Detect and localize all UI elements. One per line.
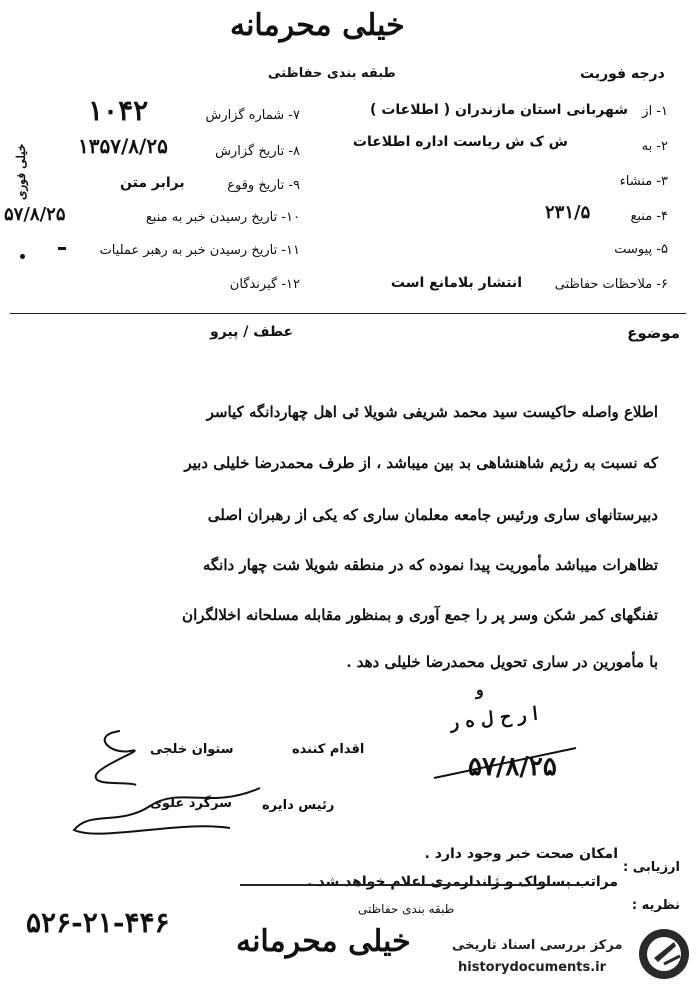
- subject-label: موضوع: [627, 324, 680, 342]
- classification-label: طبقه بندی حفاظتی: [268, 66, 396, 81]
- field-value: برابر متن: [120, 175, 185, 191]
- margin-note: خیلی فوری: [14, 143, 28, 200]
- field-label: ۲- به: [641, 139, 668, 154]
- bottom-classification-label: طبقه بندی حفاظتی: [358, 902, 455, 916]
- field-label: ۵- پیوست: [614, 242, 668, 257]
- field-value: انتشار بلامانع است: [390, 275, 522, 291]
- field-label: ۱۱- تاریخ رسیدن خبر به رهبر عملیات: [99, 243, 300, 258]
- archive-logo-icon: [636, 926, 692, 982]
- body-line: تفنگهای کمر شکن وسر پر را جمع آوری و بمنظور مقابله مسلحانه اخلالگران: [182, 606, 658, 624]
- priority-label: درجه فوریت: [580, 66, 665, 82]
- field-label: ۱- از: [642, 104, 668, 119]
- field-value: شهربانی استان مازندران ( اطلاعات ): [370, 102, 628, 118]
- field-value: ۲۳۱/۵: [545, 202, 591, 223]
- body-line: دبیرستانهای ساری ورئیس جامعه معلمان ساری که یکی از رهبران اصلی: [207, 506, 658, 524]
- opinion-strikethrough: [240, 884, 586, 886]
- annotation-mark: و: [476, 680, 484, 699]
- field-value: ۵۷/۸/۲۵: [4, 204, 66, 225]
- bottom-classification-stamp: خیلی محرمانه: [236, 924, 411, 959]
- dash-mark: [58, 247, 66, 250]
- field-value: ۱۳۵۷/۸/۲۵: [78, 134, 168, 158]
- body-line: اطلاع واصله حاکیست سید محمد شریفی شویلا ئی اهل چهاردانگه کیاسر: [206, 403, 658, 421]
- reference-label: عطف / پیرو: [210, 324, 294, 340]
- body-line: با مأمورین در ساری تحویل محمدرضا خلیلی دهد .: [346, 653, 658, 671]
- annotation-underline: [430, 744, 580, 784]
- signature-scribble-icon: [60, 780, 280, 850]
- field-label: ۶- ملاحظات حفاظتی: [554, 277, 668, 292]
- document-number: ۵۲۶-۲۱-۴۴۶: [26, 906, 170, 939]
- signature-name: سرگرد علوی: [150, 796, 232, 811]
- field-label: ۱۰- تاریخ رسیدن خبر به منبع: [145, 210, 300, 225]
- evaluation-text: امکان صحت خبر وجود دارد .: [424, 846, 618, 862]
- signature-label: اقدام کننده: [292, 742, 365, 757]
- top-classification-stamp: خیلی محرمانه: [230, 8, 405, 43]
- field-label: ۱۲- گیرندگان: [229, 277, 300, 292]
- annotation-date: ۵۷/۸/۲۵: [468, 752, 557, 782]
- field-label: ۴- منبع: [630, 209, 668, 224]
- field-label: ۷- شماره گزارش: [205, 108, 300, 123]
- annotation-text: ا ر ح ل ه ر: [449, 703, 539, 734]
- field-value: ۱۰۴۲: [88, 94, 149, 127]
- evaluation-label: ارزیابی :: [623, 860, 680, 875]
- opinion-label: نظریه :: [631, 898, 680, 913]
- signature-name: ستوان خلجی: [150, 742, 234, 757]
- field-label: ۸- تاریخ گزارش: [215, 144, 300, 159]
- header-divider: [10, 313, 686, 314]
- dot-mark: [20, 254, 25, 259]
- body-line: که نسبت به رژیم شاهنشاهی بد بین میباشد ، از طرف محمدرضا خلیلی دبیر: [184, 454, 658, 472]
- field-label: ۳- منشاء: [619, 174, 668, 189]
- opinion-text: مراتب بساواک و ژاندارمری اعلام خواهد شد .: [307, 874, 618, 890]
- field-value: ش ک ش ریاست اداره اطلاعات: [352, 134, 568, 150]
- body-line: تظاهرات میباشد مأموریت پیدا نموده که در منطقه شویلا شت چهار دانگه: [202, 556, 658, 574]
- signature-label: رئیس دایره: [262, 798, 335, 813]
- watermark-title: مرکز بررسی اسناد تاریخی: [452, 938, 623, 953]
- field-label: ۹- تاریخ وقوع: [227, 178, 300, 193]
- watermark-url: historydocuments.ir: [458, 960, 607, 975]
